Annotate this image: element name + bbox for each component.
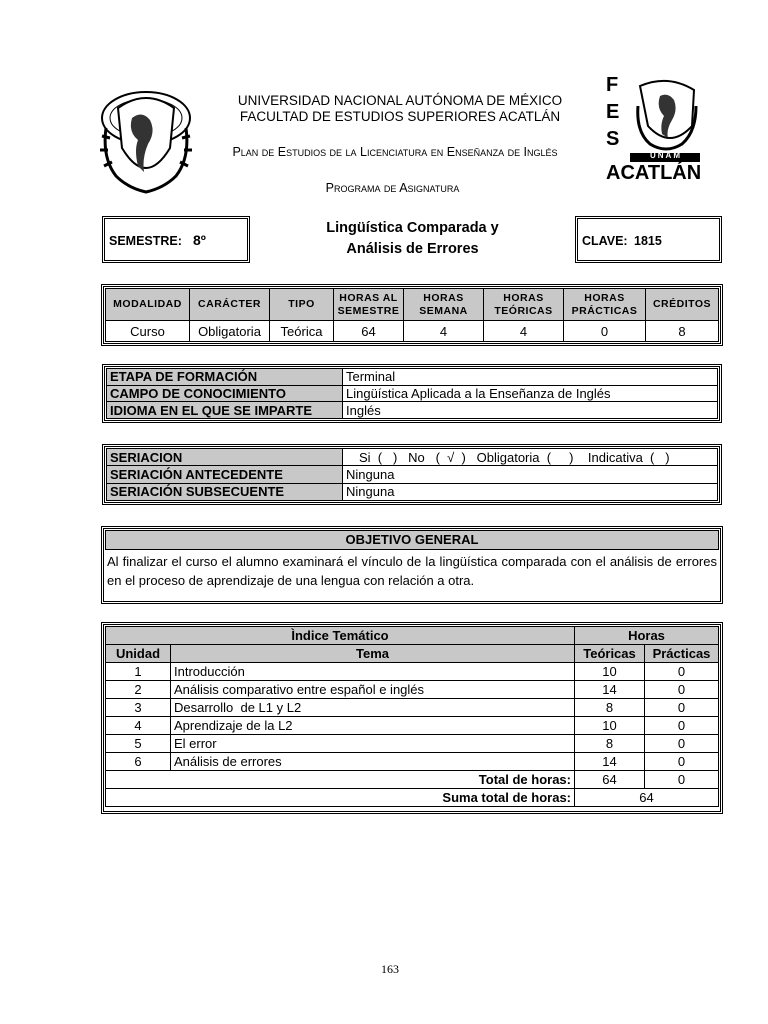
summary-value-horas-practicas: 0 xyxy=(564,321,646,342)
fes-letter-e: E xyxy=(606,101,620,123)
summary-value-creditos: 8 xyxy=(646,321,719,342)
row-topic: Desarrollo de L1 y L2 xyxy=(171,699,575,717)
formation-value-campo: Lingüística Aplicada a la Enseñanza de Inglés xyxy=(343,385,718,402)
summary-value-modalidad: Curso xyxy=(106,321,190,342)
seriation-options: Si ( ) No ( √ ) Obligatoria ( ) Indicativa ( ) xyxy=(343,449,718,466)
grand-total-label: Suma total de horas: xyxy=(106,789,575,807)
formation-table xyxy=(106,368,718,419)
summary-value-horas-semestre: 64 xyxy=(334,321,404,342)
table-row xyxy=(106,663,719,681)
seriation-subsequent-label: SERIACIÓN SUBSECUENTE xyxy=(107,483,343,500)
total-hours-label: Total de horas: xyxy=(106,771,575,789)
table-row xyxy=(106,699,719,717)
row-practice: 0 xyxy=(645,663,719,681)
fes-letter-f: F xyxy=(606,74,619,96)
row-theory: 8 xyxy=(575,699,645,717)
total-theory-hours: 64 xyxy=(575,771,645,789)
faculty-name: FACULTAD DE ESTUDIOS SUPERIORES ACATLÁN xyxy=(239,109,561,124)
formation-table-frame xyxy=(102,364,722,423)
study-plan-title: Plan de Estudios de la Licenciatura en Enseñanza de Inglés xyxy=(232,145,558,159)
row-topic: Análisis de errores xyxy=(171,753,575,771)
semester-value: 8º xyxy=(193,232,206,248)
unam-shield-logo-left xyxy=(98,88,194,194)
summary-value-caracter: Obligatoria xyxy=(190,321,270,342)
row-practice: 0 xyxy=(645,681,719,699)
row-theory: 10 xyxy=(575,663,645,681)
formation-label-idioma: IDIOMA EN EL QUE SE IMPARTE xyxy=(107,402,343,419)
index-table-frame xyxy=(101,622,723,814)
row-theory: 14 xyxy=(575,681,645,699)
summary-header-tipo: TIPO xyxy=(270,289,334,321)
row-topic: Aprendizaje de la L2 xyxy=(171,717,575,735)
row-unit: 1 xyxy=(106,663,171,681)
summary-header-horas-teoricas: HORAS TEÓRICAS xyxy=(484,289,564,321)
row-unit: 5 xyxy=(106,735,171,753)
index-table xyxy=(105,626,719,807)
row-theory: 14 xyxy=(575,753,645,771)
seriation-subsequent-value: Ninguna xyxy=(343,483,718,500)
university-name: UNIVERSIDAD NACIONAL AUTÓNOMA DE MÉXICO xyxy=(237,93,563,108)
semester-label: SEMESTRE: xyxy=(109,234,182,248)
fes-letter-s: S xyxy=(606,128,620,150)
table-row xyxy=(106,753,719,771)
table-row xyxy=(106,735,719,753)
total-practice-hours: 0 xyxy=(645,771,719,789)
formation-label-etapa: ETAPA DE FORMACIÓN xyxy=(107,369,343,386)
row-practice: 0 xyxy=(645,735,719,753)
clave-box xyxy=(575,216,722,263)
formation-value-etapa: Terminal xyxy=(343,369,718,386)
row-practice: 0 xyxy=(645,699,719,717)
clave-value: 1815 xyxy=(634,234,662,248)
row-practice: 0 xyxy=(645,753,719,771)
page-number: 163 xyxy=(381,962,399,976)
objective-text: Al finalizar el curso el alumno examinará el vínculo de la lingüística comparada con el análisis de errores en el proceso de aprendizaje de una lengua con relación a otra. xyxy=(107,554,717,588)
formation-value-idioma: Inglés xyxy=(343,402,718,419)
summary-header-modalidad: MODALIDAD xyxy=(106,289,190,321)
acatlan-wordmark: ACATLÁN xyxy=(606,162,702,184)
row-unit: 4 xyxy=(106,717,171,735)
summary-value-horas-semana: 4 xyxy=(404,321,484,342)
objective-frame xyxy=(101,526,723,604)
summary-table-frame xyxy=(101,284,723,346)
summary-header-caracter: CARÁCTER xyxy=(190,289,270,321)
program-title: Programa de Asignatura xyxy=(325,181,460,195)
col-theory-header: Teóricas xyxy=(575,645,645,663)
seriation-table-frame xyxy=(102,444,722,505)
formation-label-campo: CAMPO DE CONOCIMIENTO xyxy=(107,385,343,402)
seriation-label: SERIACION xyxy=(107,449,343,466)
table-row xyxy=(106,717,719,735)
col-topic-header: Tema xyxy=(171,645,575,663)
row-topic: El error xyxy=(171,735,575,753)
hours-title: Horas xyxy=(575,627,719,645)
seriation-antecedent-value: Ninguna xyxy=(343,466,718,483)
grand-total-value: 64 xyxy=(575,789,719,807)
summary-value-horas-teoricas: 4 xyxy=(484,321,564,342)
seriation-table xyxy=(106,448,718,501)
table-row xyxy=(106,681,719,699)
row-topic: Análisis comparativo entre español e inglés xyxy=(171,681,575,699)
summary-header-creditos: CRÉDITOS xyxy=(646,289,719,321)
index-title: Ìndice Temático xyxy=(106,627,575,645)
row-practice: 0 xyxy=(645,717,719,735)
summary-table xyxy=(105,288,719,342)
summary-header-horas-semestre: HORAS AL SEMESTRE xyxy=(334,289,404,321)
clave-label: CLAVE: xyxy=(582,234,628,248)
row-theory: 10 xyxy=(575,717,645,735)
row-theory: 8 xyxy=(575,735,645,753)
row-topic: Introducción xyxy=(171,663,575,681)
semester-box xyxy=(102,216,250,263)
summary-header-horas-practicas: HORAS PRÁCTICAS xyxy=(564,289,646,321)
col-practice-header: Prácticas xyxy=(645,645,719,663)
fes-band-text: UNAM xyxy=(650,151,682,160)
course-title-line2: Análisis de Errores xyxy=(346,241,479,257)
row-unit: 2 xyxy=(106,681,171,699)
col-unit-header: Unidad xyxy=(106,645,171,663)
summary-header-horas-semana: HORAS SEMANA xyxy=(404,289,484,321)
row-unit: 6 xyxy=(106,753,171,771)
summary-value-tipo: Teórica xyxy=(270,321,334,342)
objective-title: OBJETIVO GENERAL xyxy=(105,530,719,550)
course-title-line1: Lingüística Comparada y xyxy=(326,220,499,236)
seriation-antecedent-label: SERIACIÓN ANTECEDENTE xyxy=(107,466,343,483)
row-unit: 3 xyxy=(106,699,171,717)
